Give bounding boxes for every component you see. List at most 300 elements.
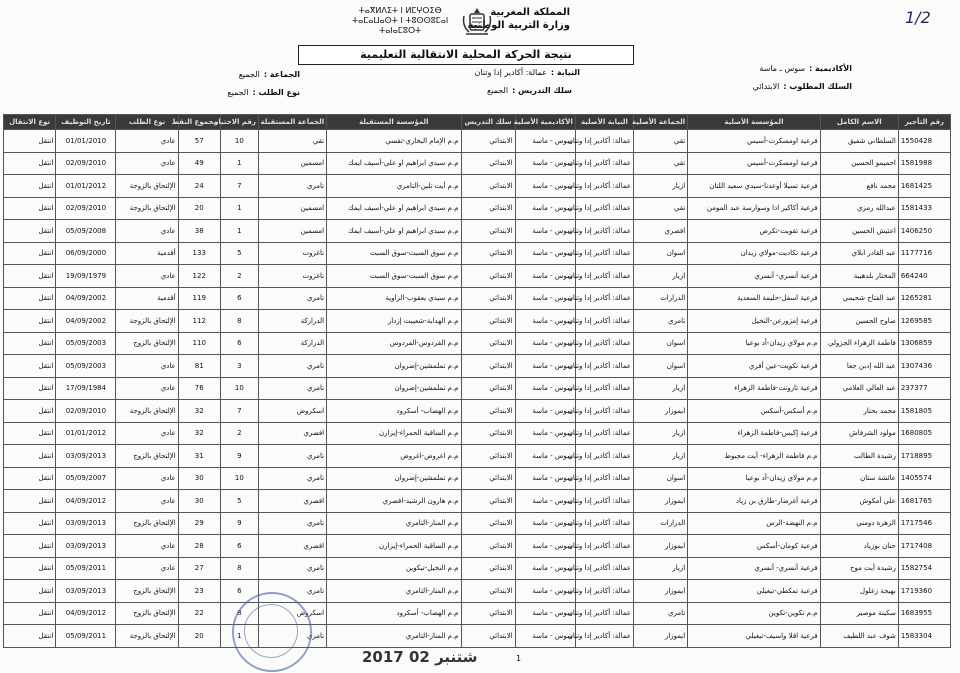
salary-id-cell: 1683955 xyxy=(898,602,950,625)
meta-academy xyxy=(759,64,852,73)
hire-date-cell: 01/01/2012 xyxy=(56,422,116,445)
teaching-value: الجميع xyxy=(486,86,509,95)
move-status-cell: انتقل xyxy=(4,445,56,468)
choice-number-cell: 1 xyxy=(220,625,258,648)
move-status-cell: انتقل xyxy=(4,512,56,535)
cycle-cell: الابتدائي xyxy=(461,422,515,445)
salary-id-cell: 1406250 xyxy=(898,220,950,243)
table-row xyxy=(4,625,951,648)
origin-province-cell: عمالة: أكادير إدا وتنان xyxy=(575,557,633,580)
ministry-name: وزارة التربية الوطنية xyxy=(467,20,570,31)
origin-school-cell: فرعية أنسري- أنسري xyxy=(688,557,820,580)
move-status-cell: انتقل xyxy=(4,332,56,355)
origin-province-cell: عمالة: أكادير إدا وتنان xyxy=(575,130,633,153)
salary-id-cell: 1582754 xyxy=(898,557,950,580)
table-row xyxy=(4,557,951,580)
move-status-cell: انتقل xyxy=(4,265,56,288)
move-status-cell: انتقل xyxy=(4,580,56,603)
hire-date-cell: 04/09/2002 xyxy=(56,287,116,310)
origin-academy-cell: سوس - ماسة xyxy=(515,535,575,558)
origin-academy-cell: سوس - ماسة xyxy=(515,242,575,265)
province-label: النيابة : xyxy=(550,68,580,77)
hire-date-cell: 05/09/2003 xyxy=(56,332,116,355)
points-cell: 20 xyxy=(178,625,220,648)
origin-school-cell: فرعية اسفل-حليمة السعدية xyxy=(688,287,820,310)
request-type-cell: عادي xyxy=(116,152,178,175)
origin-commune-cell: اسوان xyxy=(634,355,688,378)
full-name-cell: عبدالله رمزي xyxy=(820,197,898,220)
request-type-cell: عادي xyxy=(116,535,178,558)
choice-number-cell: 5 xyxy=(220,242,258,265)
hire-date-cell: 03/09/2013 xyxy=(56,445,116,468)
meta-request-type xyxy=(227,88,300,97)
salary-id-cell: 1581988 xyxy=(898,152,950,175)
origin-commune-cell: تقي xyxy=(634,130,688,153)
move-status-cell: انتقل xyxy=(4,310,56,333)
origin-province-cell: عمالة: أكادير إدا وتنان xyxy=(575,152,633,175)
origin-province-cell: عمالة: أكادير إدا وتنان xyxy=(575,512,633,535)
hire-date-cell: 03/09/2013 xyxy=(56,580,116,603)
origin-academy-cell: سوس - ماسة xyxy=(515,220,575,243)
full-name-cell: بهيجة زغلول xyxy=(820,580,898,603)
tifinagh-line-3: ⵜⴰⵏⴰⵎⵓⵔⵜ xyxy=(379,26,422,35)
destination-school-cell: م.م المنار-التامري xyxy=(327,512,461,535)
request-type-cell: الإلتحاق بالزوجة xyxy=(116,310,178,333)
origin-school-cell: فرعية اومسكرت-أسيس xyxy=(688,130,820,153)
destination-school-cell: م.م الهضاب- أسكرود xyxy=(327,602,461,625)
request-type-cell: عادي xyxy=(116,355,178,378)
origin-academy-cell: سوس - ماسة xyxy=(515,265,575,288)
salary-id-cell: 1583304 xyxy=(898,625,950,648)
destination-school-cell: م.م الهضاب- أسكرود xyxy=(327,400,461,423)
destination-commune-cell: تامري xyxy=(258,580,326,603)
destination-commune-cell: تاغزوت xyxy=(258,265,326,288)
origin-school-cell: م.م تكوين-تكوين xyxy=(688,602,820,625)
request-type-cell: عادي xyxy=(116,220,178,243)
origin-school-cell: فرعية إمزورعن-النخيل xyxy=(688,310,820,333)
table-row xyxy=(4,310,951,333)
destination-commune-cell: تامري xyxy=(258,355,326,378)
destination-commune-cell: تامري xyxy=(258,287,326,310)
column-header: النيابة الأصلية xyxy=(575,115,633,130)
origin-school-cell: فرعية تقويت-تكرص xyxy=(688,220,820,243)
table-row xyxy=(4,220,951,243)
table-row xyxy=(4,467,951,490)
province-value: عمالة: أكادير إدا وتنان xyxy=(474,68,547,77)
salary-id-cell: 1265281 xyxy=(898,287,950,310)
origin-school-cell: فرعية تاروتت-فاطمة الزهراء xyxy=(688,377,820,400)
hire-date-cell: 03/09/2013 xyxy=(56,512,116,535)
origin-school-cell: م.م مولاي زيدان-أد بوعيا xyxy=(688,467,820,490)
cycle-cell: الابتدائي xyxy=(461,535,515,558)
request-label: نوع الطلب : xyxy=(252,88,300,97)
choice-number-cell: 10 xyxy=(220,130,258,153)
destination-commune-cell: تامري xyxy=(258,377,326,400)
choice-number-cell: 10 xyxy=(220,467,258,490)
origin-province-cell: عمالة: أكادير إدا وتنان xyxy=(575,197,633,220)
full-name-cell: حنان بوزياد xyxy=(820,535,898,558)
full-name-cell: رشيدة الطالب xyxy=(820,445,898,468)
results-table xyxy=(3,114,951,648)
table-row xyxy=(4,332,951,355)
origin-commune-cell: الدرارات xyxy=(634,512,688,535)
points-cell: 28 xyxy=(178,535,220,558)
origin-province-cell: عمالة: أكادير إدا وتنان xyxy=(575,287,633,310)
choice-number-cell: 9 xyxy=(220,512,258,535)
cycle-cell: الابتدائي xyxy=(461,557,515,580)
origin-commune-cell: ايموزار xyxy=(634,580,688,603)
destination-commune-cell: تقي xyxy=(258,130,326,153)
full-name-cell: عائشة ستان xyxy=(820,467,898,490)
origin-academy-cell: سوس - ماسة xyxy=(515,377,575,400)
points-cell: 119 xyxy=(178,287,220,310)
official-stamp-inner xyxy=(244,604,298,658)
request-type-cell: الإلتحاق بالزوجة xyxy=(116,175,178,198)
column-header: الاسم الكامل xyxy=(820,115,898,130)
origin-school-cell: فرعية إكيس-فاطمة الزهراء xyxy=(688,422,820,445)
destination-commune-cell: تامري xyxy=(258,467,326,490)
origin-school-cell: م.م فاطمة الزهراء- أيت مجبوط xyxy=(688,445,820,468)
page-number: 1 xyxy=(516,654,522,663)
choice-number-cell: 6 xyxy=(220,535,258,558)
choice-number-cell: 2 xyxy=(220,265,258,288)
origin-school-cell: م.م مولاي زيدان-أد بوعيا xyxy=(688,332,820,355)
column-header: مجموع النقط xyxy=(178,115,220,130)
origin-province-cell: عمالة: أكادير إدا وتنان xyxy=(575,265,633,288)
points-cell: 32 xyxy=(178,400,220,423)
destination-school-cell: م.م المنار-التامري xyxy=(327,580,461,603)
destination-school-cell: م.م تملمشين-إضروان xyxy=(327,355,461,378)
origin-school-cell: فرعية أكاكير ادا وسوارسة عبد المومن xyxy=(688,197,820,220)
origin-province-cell: عمالة: أكادير إدا وتنان xyxy=(575,332,633,355)
salary-id-cell: 1681765 xyxy=(898,490,950,513)
cycle-cell: الابتدائي xyxy=(461,580,515,603)
points-cell: 27 xyxy=(178,557,220,580)
destination-commune-cell: اسكروض xyxy=(258,400,326,423)
request-type-cell: الإلتحاق بالزوج xyxy=(116,580,178,603)
origin-academy-cell: سوس - ماسة xyxy=(515,355,575,378)
cycle-cell: الابتدائي xyxy=(461,130,515,153)
request-type-cell: عادي xyxy=(116,265,178,288)
move-status-cell: انتقل xyxy=(4,355,56,378)
tifinagh-line-2: ⵜⴰⵎⴰⵡⴰⵙⵜ ⵏ ⵜⵓⵙⵙⵓⵎⴰⵏ xyxy=(352,16,449,25)
footer-date: 2017 شتنبر 02 xyxy=(362,648,478,666)
origin-commune-cell: ازيار xyxy=(634,265,688,288)
tifinagh-line-1: ⵜⴰⴳⵍⴷⵉⵜ ⵏ ⵍⵎⵖⵔⵉⴱ xyxy=(358,6,442,15)
hire-date-cell: 05/09/2008 xyxy=(56,220,116,243)
hire-date-cell: 05/09/2011 xyxy=(56,625,116,648)
points-cell: 32 xyxy=(178,422,220,445)
salary-id-cell: 1717546 xyxy=(898,512,950,535)
origin-academy-cell: سوس - ماسة xyxy=(515,287,575,310)
origin-commune-cell: افصري xyxy=(634,220,688,243)
cycle-cell: الابتدائي xyxy=(461,625,515,648)
teaching-label: سلك التدريس : xyxy=(512,86,572,95)
table-row xyxy=(4,422,951,445)
destination-commune-cell: امسمين xyxy=(258,220,326,243)
salary-id-cell: 1680805 xyxy=(898,422,950,445)
request-type-cell: أقدمية xyxy=(116,287,178,310)
salary-id-cell: 1717408 xyxy=(898,535,950,558)
choice-number-cell: 3 xyxy=(220,355,258,378)
choice-number-cell: 8 xyxy=(220,557,258,580)
column-header: نوع الطلب xyxy=(116,115,178,130)
request-type-cell: عادي xyxy=(116,130,178,153)
destination-school-cell: م.م الهداية-شعيبت إزدار xyxy=(327,310,461,333)
origin-school-cell: فرعية اومسكرت-أسيس xyxy=(688,152,820,175)
choice-number-cell: 1 xyxy=(220,197,258,220)
origin-academy-cell: سوس - ماسة xyxy=(515,625,575,648)
destination-school-cell: م.م الساقية الحمراء-إيزارن xyxy=(327,422,461,445)
cycle-cell: الابتدائي xyxy=(461,175,515,198)
move-status-cell: انتقل xyxy=(4,490,56,513)
hire-date-cell: 06/09/2000 xyxy=(56,242,116,265)
full-name-cell: عبد الله إدبن جعا xyxy=(820,355,898,378)
destination-school-cell: م.م تملمشين-إضروان xyxy=(327,467,461,490)
destination-school-cell: م.م سيدي يعقوب-الزاوية xyxy=(327,287,461,310)
tifinagh-header xyxy=(352,6,448,36)
hire-date-cell: 19/09/1979 xyxy=(56,265,116,288)
origin-commune-cell: ازيار xyxy=(634,445,688,468)
meta-teaching xyxy=(487,86,572,95)
origin-school-cell: فرعية اقلا واسيف-تيغيلي xyxy=(688,625,820,648)
destination-school-cell: م.م اغروض-اغروض xyxy=(327,445,461,468)
destination-commune-cell: امسمين xyxy=(258,152,326,175)
hire-date-cell: 03/09/2013 xyxy=(56,535,116,558)
move-status-cell: انتقل xyxy=(4,535,56,558)
origin-commune-cell: تامري xyxy=(634,310,688,333)
column-header: المؤسسة الأصلية xyxy=(688,115,820,130)
origin-commune-cell: ازيار xyxy=(634,422,688,445)
move-status-cell: انتقل xyxy=(4,130,56,153)
origin-school-cell: فرعية أنسري- أنسري xyxy=(688,265,820,288)
destination-commune-cell: تامري xyxy=(258,445,326,468)
cycle-cell: الابتدائي xyxy=(461,152,515,175)
origin-province-cell: عمالة: أكادير إدا وتنان xyxy=(575,422,633,445)
cycle-cell: الابتدائي xyxy=(461,490,515,513)
hire-date-cell: 04/09/2002 xyxy=(56,310,116,333)
destination-commune-cell: الدراركة xyxy=(258,310,326,333)
origin-province-cell: عمالة: أكادير إدا وتنان xyxy=(575,445,633,468)
destination-school-cell: م.م الساقية الحمراء-إيزارن xyxy=(327,535,461,558)
choice-number-cell: 6 xyxy=(220,580,258,603)
column-header: المؤسسة المستقبلة xyxy=(327,115,461,130)
move-status-cell: انتقل xyxy=(4,287,56,310)
cycle-cell: الابتدائي xyxy=(461,287,515,310)
table-row xyxy=(4,175,951,198)
destination-commune-cell: تامري xyxy=(258,512,326,535)
salary-id-cell: 1581805 xyxy=(898,400,950,423)
destination-school-cell: م.م المنار-التامري xyxy=(327,625,461,648)
choice-number-cell: 1 xyxy=(220,152,258,175)
destination-commune-cell: اسكروض xyxy=(258,602,326,625)
choice-number-cell: 6 xyxy=(220,287,258,310)
full-name-cell: عبد الفتاح شحيمي xyxy=(820,287,898,310)
hire-date-cell: 01/01/2012 xyxy=(56,175,116,198)
origin-province-cell: عمالة: أكادير إدا وتنان xyxy=(575,355,633,378)
origin-province-cell: عمالة: أكادير إدا وتنان xyxy=(575,242,633,265)
request-type-cell: الإلتحاق بالزوجة xyxy=(116,197,178,220)
request-type-cell: الإلتحاق بالزوج xyxy=(116,602,178,625)
cycle-cell: الابتدائي xyxy=(461,377,515,400)
request-type-cell: أقدمية xyxy=(116,242,178,265)
handwritten-page-mark: 1/2 xyxy=(905,8,931,27)
full-name-cell: اعتيش الحسين xyxy=(820,220,898,243)
royal-crest-icon xyxy=(460,6,494,40)
origin-school-cell: فرعية أغرضار-طارق بن زياد xyxy=(688,490,820,513)
salary-id-cell: 1718895 xyxy=(898,445,950,468)
cycle-cell: الابتدائي xyxy=(461,197,515,220)
points-cell: 38 xyxy=(178,220,220,243)
destination-school-cell: م.م تملمشين-إضروان xyxy=(327,377,461,400)
move-status-cell: انتقل xyxy=(4,602,56,625)
destination-commune-cell: افصري xyxy=(258,535,326,558)
choice-number-cell: 8 xyxy=(220,310,258,333)
table-row xyxy=(4,602,951,625)
table-row xyxy=(4,130,951,153)
full-name-cell: محمد نافع xyxy=(820,175,898,198)
points-cell: 29 xyxy=(178,512,220,535)
table-row xyxy=(4,355,951,378)
origin-province-cell: عمالة: أكادير إدا وتنان xyxy=(575,467,633,490)
points-cell: 49 xyxy=(178,152,220,175)
salary-id-cell: 237377 xyxy=(898,377,950,400)
cycle-cell: الابتدائي xyxy=(461,602,515,625)
academy-label: الأكاديمية : xyxy=(809,64,852,73)
cycle-cell: الابتدائي xyxy=(461,242,515,265)
origin-province-cell: عمالة: أكادير إدا وتنان xyxy=(575,400,633,423)
salary-id-cell: 1306859 xyxy=(898,332,950,355)
move-status-cell: انتقل xyxy=(4,175,56,198)
origin-academy-cell: سوس - ماسة xyxy=(515,490,575,513)
cycle-cell: الابتدائي xyxy=(461,467,515,490)
origin-school-cell: م.م النهضة-الرس xyxy=(688,512,820,535)
origin-commune-cell: ايموزار xyxy=(634,490,688,513)
origin-academy-cell: سوس - ماسة xyxy=(515,197,575,220)
origin-commune-cell: ازيار xyxy=(634,175,688,198)
origin-academy-cell: سوس - ماسة xyxy=(515,400,575,423)
request-type-cell: عادي xyxy=(116,467,178,490)
column-header: الجماعة المستقبلة xyxy=(258,115,326,130)
move-status-cell: انتقل xyxy=(4,557,56,580)
origin-academy-cell: سوس - ماسة xyxy=(515,512,575,535)
request-type-cell: الإلتحاق بالزوج xyxy=(116,332,178,355)
salary-id-cell: 1681425 xyxy=(898,175,950,198)
origin-province-cell: عمالة: أكادير إدا وتنان xyxy=(575,625,633,648)
points-cell: 110 xyxy=(178,332,220,355)
origin-province-cell: عمالة: أكادير إدا وتنان xyxy=(575,580,633,603)
origin-commune-cell: ازيار xyxy=(634,557,688,580)
origin-academy-cell: سوس - ماسة xyxy=(515,310,575,333)
origin-school-cell: فرعية تكويت-عين أفري xyxy=(688,355,820,378)
hire-date-cell: 04/09/2012 xyxy=(56,490,116,513)
cycle-cell: الابتدائي xyxy=(461,512,515,535)
origin-commune-cell: الدرارات xyxy=(634,287,688,310)
origin-province-cell: عمالة: أكادير إدا وتنان xyxy=(575,220,633,243)
table-row xyxy=(4,197,951,220)
hire-date-cell: 05/09/2011 xyxy=(56,557,116,580)
destination-commune-cell: افصري xyxy=(258,422,326,445)
full-name-cell: السلطاني شفيق xyxy=(820,130,898,153)
table-row xyxy=(4,580,951,603)
origin-commune-cell: ايموزار xyxy=(634,625,688,648)
origin-school-cell: فرعية تكاديت-مولاي زيدان xyxy=(688,242,820,265)
origin-school-cell: م.م أسكس-أسكس xyxy=(688,400,820,423)
destination-commune-cell: امسمين xyxy=(258,197,326,220)
points-cell: 122 xyxy=(178,265,220,288)
cycle-cell: الابتدائي xyxy=(461,220,515,243)
origin-academy-cell: سوس - ماسة xyxy=(515,602,575,625)
table-row xyxy=(4,287,951,310)
origin-school-cell: فرعية تسيلا أوعدنا-سيدي سعيد اللتان xyxy=(688,175,820,198)
table-row xyxy=(4,242,951,265)
choice-number-cell: 9 xyxy=(220,445,258,468)
destination-school-cell: م.م أيت تلين-التامري xyxy=(327,175,461,198)
table-row xyxy=(4,400,951,423)
request-type-cell: الإلتحاق بالزوجة xyxy=(116,400,178,423)
move-status-cell: انتقل xyxy=(4,467,56,490)
points-cell: 23 xyxy=(178,580,220,603)
salary-id-cell: 1177716 xyxy=(898,242,950,265)
request-type-cell: عادي xyxy=(116,422,178,445)
hire-date-cell: 05/09/2003 xyxy=(56,355,116,378)
full-name-cell: احميمو الحسين xyxy=(820,152,898,175)
full-name-cell: صاوح الحسين xyxy=(820,310,898,333)
hire-date-cell: 01/01/2010 xyxy=(56,130,116,153)
destination-school-cell: م.م الفردوس-الفردوس xyxy=(327,332,461,355)
cycle-cell: الابتدائي xyxy=(461,445,515,468)
origin-commune-cell: تامري xyxy=(634,602,688,625)
commune-value: الجميع xyxy=(238,70,260,79)
full-name-cell: المختار بلدهيبة xyxy=(820,265,898,288)
destination-commune-cell: افصري xyxy=(258,490,326,513)
cycle-label: السلك المطلوب : xyxy=(783,82,852,91)
full-name-cell: مولود الشرفاش xyxy=(820,422,898,445)
move-status-cell: انتقل xyxy=(4,220,56,243)
origin-commune-cell: تقي xyxy=(634,197,688,220)
destination-school-cell: م.م الإمام البخاري-تقسي xyxy=(327,130,461,153)
destination-school-cell: م.م سيدي ابراهيم او علي-أسيف ايمك xyxy=(327,152,461,175)
full-name-cell: فاطمة الزهراء الجزولي xyxy=(820,332,898,355)
points-cell: 30 xyxy=(178,490,220,513)
origin-academy-cell: سوس - ماسة xyxy=(515,130,575,153)
cycle-value: الابتدائي xyxy=(752,82,780,91)
table-row xyxy=(4,445,951,468)
cycle-cell: الابتدائي xyxy=(461,310,515,333)
destination-school-cell: م.م النخيل-تيكوين xyxy=(327,557,461,580)
origin-province-cell: عمالة: أكادير إدا وتنان xyxy=(575,602,633,625)
destination-commune-cell: تامري xyxy=(258,625,326,648)
hire-date-cell: 05/09/2007 xyxy=(56,467,116,490)
table-row xyxy=(4,377,951,400)
full-name-cell: رشيدة أيت موح xyxy=(820,557,898,580)
academy-value: سوس ـ ماسة xyxy=(759,64,806,73)
choice-number-cell: 8 xyxy=(220,602,258,625)
hire-date-cell: 04/09/2012 xyxy=(56,602,116,625)
full-name-cell: سكينة موصير xyxy=(820,602,898,625)
origin-academy-cell: سوس - ماسة xyxy=(515,557,575,580)
destination-commune-cell: الدراركة xyxy=(258,332,326,355)
move-status-cell: انتقل xyxy=(4,625,56,648)
column-header: سلك التدريس xyxy=(461,115,515,130)
salary-id-cell: 1719360 xyxy=(898,580,950,603)
origin-province-cell: عمالة: أكادير إدا وتنان xyxy=(575,310,633,333)
points-cell: 31 xyxy=(178,445,220,468)
origin-commune-cell: اسوان xyxy=(634,467,688,490)
table-row xyxy=(4,512,951,535)
table-row xyxy=(4,535,951,558)
points-cell: 133 xyxy=(178,242,220,265)
